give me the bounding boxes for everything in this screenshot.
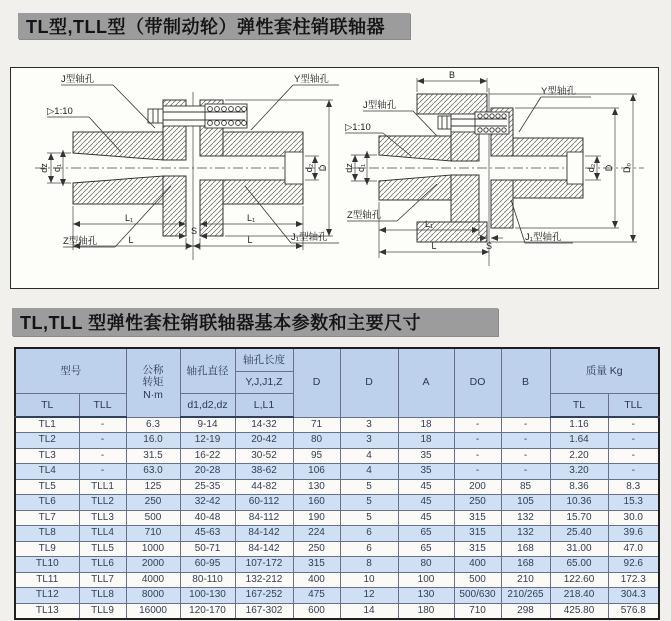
- coupling-drawing-left: [13, 68, 343, 290]
- table-cell: 45: [398, 479, 454, 495]
- table-row: [15, 526, 659, 542]
- table-cell: 130: [398, 588, 454, 604]
- label-taper: ▷1:10: [47, 106, 73, 117]
- table-cell: 44-82: [235, 479, 293, 495]
- table-cell: 105: [501, 495, 550, 511]
- table-cell: 10.36: [550, 495, 608, 511]
- table-row: [15, 433, 659, 449]
- coupling-drawing-right: [339, 68, 659, 290]
- table-cell: 298: [501, 603, 550, 619]
- dim-L1: L₁: [424, 219, 434, 229]
- table-cell: -: [79, 464, 126, 480]
- table-cell: TLL4: [79, 526, 126, 542]
- dim-L1-left: L₁: [124, 213, 134, 223]
- table-cell: 15.3: [608, 495, 659, 511]
- table-cell: 80: [293, 433, 340, 449]
- header-torque: [126, 348, 180, 417]
- table-cell: 6.3: [126, 417, 180, 433]
- table-cell: -: [79, 448, 126, 464]
- table-cell: 45: [398, 495, 454, 511]
- table-row: [15, 572, 659, 588]
- table-cell: 25.40: [550, 526, 608, 542]
- page-title-text: TL型,TLL型（带制动轮）弹性套柱销联轴器: [26, 17, 385, 37]
- table-cell: TLL3: [79, 510, 126, 526]
- label-y-hole: Y型轴孔: [294, 74, 329, 85]
- header-mass: 质量 Kg: [550, 348, 659, 394]
- table-cell: 172.3: [608, 572, 659, 588]
- table-cell: TL12: [15, 588, 79, 604]
- table-cell: 38-62: [235, 464, 293, 480]
- header-bore-len-sub: L,L1: [235, 394, 293, 418]
- header-torque-line1: 公称: [142, 363, 164, 376]
- label-j-hole: J型轴孔: [363, 100, 397, 111]
- table-cell: 132: [501, 526, 550, 542]
- header-col-d2: D: [340, 348, 398, 417]
- table-cell: 400: [293, 572, 340, 588]
- table-cell: 125: [126, 479, 180, 495]
- dim-d2: d₂: [304, 163, 314, 173]
- table-cell: 32-42: [180, 495, 235, 511]
- dim-dz: dz: [344, 163, 354, 173]
- table-cell: 18: [398, 417, 454, 433]
- table-cell: 425.80: [550, 603, 608, 619]
- table-cell: TL3: [15, 448, 79, 464]
- table-cell: 45: [398, 510, 454, 526]
- dim-dz: dz: [39, 163, 49, 173]
- table-cell: 315: [454, 526, 501, 542]
- header-col-d: D: [293, 348, 340, 417]
- table-cell: 167-302: [235, 603, 293, 619]
- header-bore-dia-sub: d1,d2,dz: [180, 394, 235, 418]
- dim-D: D: [604, 164, 614, 172]
- table-cell: 65: [398, 526, 454, 542]
- table-cell: 71: [293, 417, 340, 433]
- table-cell: 84-142: [235, 541, 293, 557]
- table-row: [15, 464, 659, 480]
- header-bore-len-types: Y,J,J1,Z: [235, 372, 293, 394]
- table-cell: -: [608, 433, 659, 449]
- table-cell: TL6: [15, 495, 79, 511]
- dim-B: B: [448, 70, 456, 80]
- table-cell: 20-42: [235, 433, 293, 449]
- table-cell: 218.40: [550, 588, 608, 604]
- table-cell: -: [608, 464, 659, 480]
- table-cell: 107-172: [235, 557, 293, 573]
- label-z-hole: Z型轴孔: [347, 210, 382, 221]
- table-cell: TL4: [15, 464, 79, 480]
- table-cell: 15.70: [550, 510, 608, 526]
- table-cell: 106: [293, 464, 340, 480]
- table-cell: 250: [454, 495, 501, 511]
- label-y-hole: Y型轴孔: [541, 86, 576, 97]
- table-cell: 168: [501, 557, 550, 573]
- table-cell: 132-212: [235, 572, 293, 588]
- table-cell: 14-32: [235, 417, 293, 433]
- table-cell: 5: [340, 495, 398, 511]
- table-cell: 168: [501, 541, 550, 557]
- table-cell: 39.6: [608, 526, 659, 542]
- table-cell: 200: [454, 479, 501, 495]
- table-cell: 20-28: [180, 464, 235, 480]
- label-taper: ▷1:10: [345, 122, 371, 133]
- header-bore-len: 轴孔长度: [235, 348, 293, 372]
- table-cell: -: [501, 433, 550, 449]
- table-cell: 31.5: [126, 448, 180, 464]
- table-row: [15, 417, 659, 433]
- header-model-tll: TLL: [79, 394, 126, 418]
- table-cell: 475: [293, 588, 340, 604]
- dim-d1: d₁: [52, 163, 62, 173]
- table-cell: 500: [126, 510, 180, 526]
- table-cell: 710: [454, 603, 501, 619]
- table-cell: -: [79, 417, 126, 433]
- table-cell: 8.36: [550, 479, 608, 495]
- table-cell: 14: [340, 603, 398, 619]
- page-title: [18, 13, 410, 39]
- table-cell: 8: [340, 557, 398, 573]
- table-cell: TLL8: [79, 588, 126, 604]
- table-cell: 3: [340, 417, 398, 433]
- header-col-b: B: [501, 348, 550, 417]
- table-cell: 8000: [126, 588, 180, 604]
- table-cell: 315: [293, 557, 340, 573]
- table-cell: 132: [501, 510, 550, 526]
- table-cell: 250: [126, 495, 180, 511]
- table-cell: 710: [126, 526, 180, 542]
- header-torque-unit: N·m: [143, 389, 163, 402]
- label-j1-hole: J₁型轴孔: [291, 232, 328, 243]
- table-row: [15, 541, 659, 557]
- table-cell: 600: [293, 603, 340, 619]
- table-cell: 40-48: [180, 510, 235, 526]
- table-cell: 12-19: [180, 433, 235, 449]
- table-cell: -: [608, 417, 659, 433]
- table-cell: TLL6: [79, 557, 126, 573]
- header-model: 型号: [15, 348, 126, 394]
- dim-D: D: [318, 164, 328, 172]
- table-cell: -: [454, 433, 501, 449]
- table-cell: 65: [398, 541, 454, 557]
- table-cell: 576.8: [608, 603, 659, 619]
- table-cell: 95: [293, 448, 340, 464]
- dim-d2: d₂: [586, 163, 596, 173]
- table-cell: 120-170: [180, 603, 235, 619]
- table-cell: 6: [340, 526, 398, 542]
- table-cell: TL2: [15, 433, 79, 449]
- table-cell: 30.0: [608, 510, 659, 526]
- table-cell: 304.3: [608, 588, 659, 604]
- table-cell: 1000: [126, 541, 180, 557]
- header-col-a: A: [398, 348, 454, 417]
- table-cell: 224: [293, 526, 340, 542]
- table-cell: 500/630: [454, 588, 501, 604]
- table-cell: 3.20: [550, 464, 608, 480]
- table-cell: 315: [454, 510, 501, 526]
- table-cell: TLL9: [79, 603, 126, 619]
- table-cell: 16-22: [180, 448, 235, 464]
- table-cell: 315: [454, 541, 501, 557]
- table-cell: 84-112: [235, 510, 293, 526]
- table-cell: TL5: [15, 479, 79, 495]
- table-cell: 12: [340, 588, 398, 604]
- table-cell: TLL5: [79, 541, 126, 557]
- dim-L1-right: L₁: [246, 213, 256, 223]
- table-cell: 6: [340, 541, 398, 557]
- table-cell: -: [454, 417, 501, 433]
- dim-Do: Dₒ: [622, 163, 632, 173]
- table-cell: 9-14: [180, 417, 235, 433]
- table-cell: 100-130: [180, 588, 235, 604]
- dim-L-left: L: [128, 235, 134, 245]
- table-row: [15, 510, 659, 526]
- table-cell: 4: [340, 448, 398, 464]
- table-cell: TL13: [15, 603, 79, 619]
- table-cell: 85: [501, 479, 550, 495]
- table-cell: TLL2: [79, 495, 126, 511]
- table-cell: 4: [340, 464, 398, 480]
- table-cell: TL11: [15, 572, 79, 588]
- table-cell: 45-63: [180, 526, 235, 542]
- table-cell: -: [79, 433, 126, 449]
- table-cell: 30-52: [235, 448, 293, 464]
- diagram-panel: [10, 67, 659, 289]
- table-cell: 2.20: [550, 448, 608, 464]
- table-cell: TL8: [15, 526, 79, 542]
- table-header: [15, 348, 659, 417]
- table-cell: 31.00: [550, 541, 608, 557]
- table-row: [15, 603, 659, 619]
- table-title: [12, 308, 498, 336]
- table-cell: TLL7: [79, 572, 126, 588]
- table-row: [15, 495, 659, 511]
- table-cell: 210: [501, 572, 550, 588]
- table-cell: 60-112: [235, 495, 293, 511]
- table-cell: -: [501, 464, 550, 480]
- table-cell: 3: [340, 433, 398, 449]
- table-cell: 1.16: [550, 417, 608, 433]
- table-cell: -: [454, 464, 501, 480]
- table-cell: TL9: [15, 541, 79, 557]
- table-cell: -: [608, 448, 659, 464]
- table-cell: TLL1: [79, 479, 126, 495]
- table-cell: 100: [398, 572, 454, 588]
- header-mass-tl: TL: [550, 394, 608, 418]
- table-row: [15, 448, 659, 464]
- table-cell: 210/265: [501, 588, 550, 604]
- table-cell: TL10: [15, 557, 79, 573]
- table-cell: -: [501, 417, 550, 433]
- table-cell: -: [501, 448, 550, 464]
- table-cell: 4000: [126, 572, 180, 588]
- table-cell: 50-71: [180, 541, 235, 557]
- table-row: [15, 588, 659, 604]
- table-cell: 80: [398, 557, 454, 573]
- table-cell: -: [454, 448, 501, 464]
- dim-d1: d₁: [356, 163, 366, 173]
- table-cell: 500: [454, 572, 501, 588]
- table-cell: 180: [398, 603, 454, 619]
- table-cell: 65.00: [550, 557, 608, 573]
- dim-L: L: [431, 241, 437, 251]
- header-bore-dia: 轴孔直径: [180, 348, 235, 394]
- table-cell: 18: [398, 433, 454, 449]
- table-cell: TL7: [15, 510, 79, 526]
- table-cell: 80-110: [180, 572, 235, 588]
- label-j1-hole: J₁型轴孔: [525, 232, 562, 243]
- table-cell: 190: [293, 510, 340, 526]
- table-cell: 25-35: [180, 479, 235, 495]
- header-model-tl: TL: [15, 394, 79, 418]
- dim-S: S: [190, 226, 198, 236]
- table-cell: 16.0: [126, 433, 180, 449]
- table-cell: 84-142: [235, 526, 293, 542]
- label-z-hole: Z型轴孔: [63, 236, 98, 247]
- table-cell: 60-95: [180, 557, 235, 573]
- table-cell: 63.0: [126, 464, 180, 480]
- table-cell: 167-252: [235, 588, 293, 604]
- table-cell: 5: [340, 510, 398, 526]
- table-title-text: TL,TLL 型弹性套柱销联轴器基本参数和主要尺寸: [20, 313, 422, 333]
- table-cell: 1.64: [550, 433, 608, 449]
- label-j-hole: J型轴孔: [61, 74, 95, 85]
- header-torque-line2: 转矩: [142, 376, 164, 389]
- dim-L-right: L: [247, 235, 253, 245]
- table-cell: 130: [293, 479, 340, 495]
- table-cell: 35: [398, 448, 454, 464]
- table-cell: 5: [340, 479, 398, 495]
- table-cell: 160: [293, 495, 340, 511]
- table-cell: TL1: [15, 417, 79, 433]
- table-cell: 35: [398, 464, 454, 480]
- table-cell: 400: [454, 557, 501, 573]
- table-cell: 8.3: [608, 479, 659, 495]
- table-body: [15, 417, 659, 619]
- table-cell: 47.0: [608, 541, 659, 557]
- table-cell: 92.6: [608, 557, 659, 573]
- header-mass-tll: TLL: [608, 394, 659, 418]
- table-row: [15, 479, 659, 495]
- table-cell: 2000: [126, 557, 180, 573]
- specs-table: [14, 347, 660, 620]
- table-row: [15, 557, 659, 573]
- table-cell: 122.60: [550, 572, 608, 588]
- table-cell: 16000: [126, 603, 180, 619]
- header-col-do: DO: [454, 348, 501, 417]
- table-cell: 10: [340, 572, 398, 588]
- dim-S: S: [485, 241, 493, 251]
- table-cell: 250: [293, 541, 340, 557]
